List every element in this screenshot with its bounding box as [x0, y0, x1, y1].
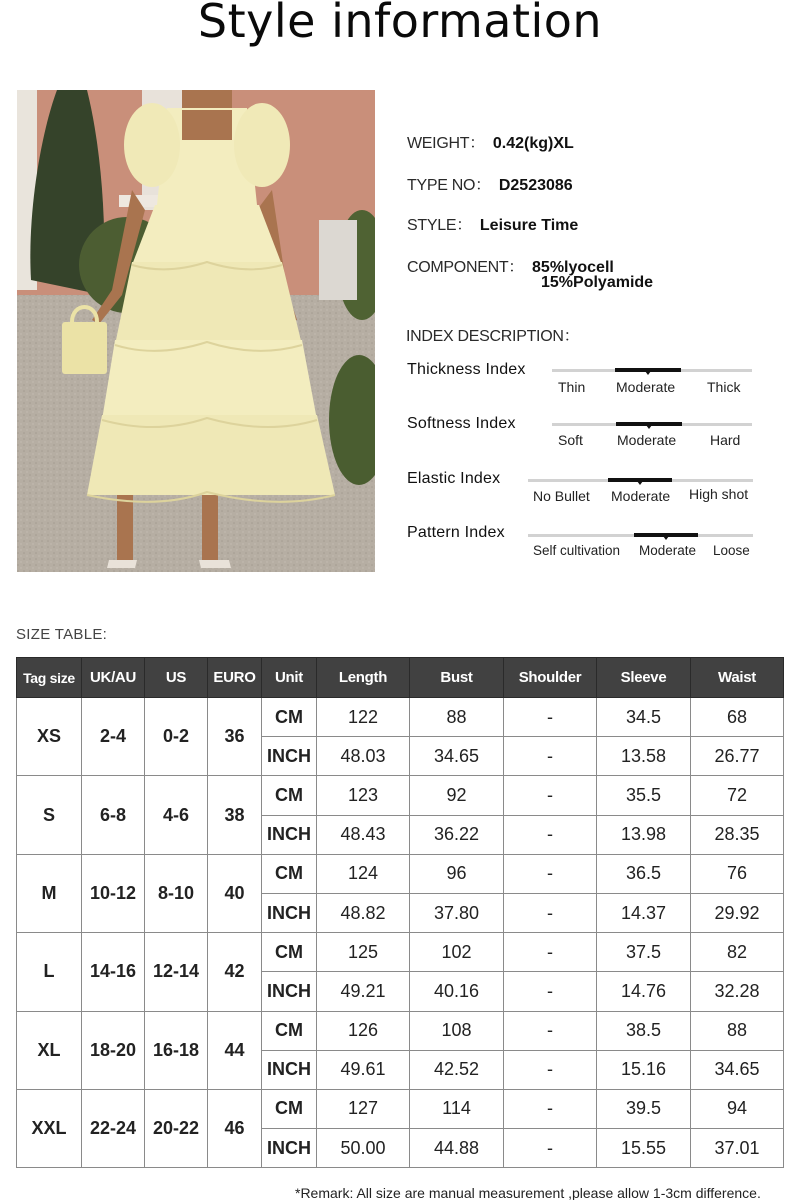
tag-size: L	[17, 933, 82, 1011]
softness-opt-moderate: Moderate	[617, 432, 677, 448]
unit-cell: CM	[262, 776, 317, 815]
euro-size: 38	[208, 776, 262, 854]
shoulder-cell: -	[504, 737, 597, 776]
sleeve-cell: 14.76	[597, 972, 691, 1011]
shoulder-cell: -	[504, 1050, 597, 1089]
shoulder-cell: -	[504, 893, 597, 932]
shoulder-cell: -	[504, 972, 597, 1011]
weight-value: 0.42(kg)XL	[492, 135, 574, 152]
elastic-opt-no-bullet: No Bullet	[533, 488, 590, 504]
waist-cell: 72	[691, 776, 784, 815]
table-header-row	[17, 658, 784, 698]
length-cell: 50.00	[317, 1129, 410, 1168]
length-cell: 125	[317, 933, 410, 972]
euro-size: 46	[208, 1089, 262, 1167]
bust-cell: 102	[410, 933, 504, 972]
header-tag-size: Tag size	[17, 658, 82, 698]
size-table	[16, 657, 784, 1168]
waist-cell: 37.01	[691, 1129, 784, 1168]
uk-size: 18-20	[82, 1011, 145, 1089]
sleeve-cell: 13.98	[597, 815, 691, 854]
unit-cell: INCH	[262, 972, 317, 1011]
sleeve-cell: 36.5	[597, 854, 691, 893]
waist-cell: 68	[691, 698, 784, 737]
unit-cell: INCH	[262, 737, 317, 776]
header-shoulder: Shoulder	[504, 658, 597, 698]
header-uk-au: UK/AU	[82, 658, 145, 698]
length-cell: 122	[317, 698, 410, 737]
thickness-opt-thin: Thin	[558, 379, 586, 395]
uk-size: 14-16	[82, 933, 145, 1011]
elastic-index-label: Elastic Index	[407, 470, 501, 487]
shoulder-cell: -	[504, 776, 597, 815]
product-photo	[17, 90, 375, 572]
header-us: US	[145, 658, 208, 698]
shoulder-cell: -	[504, 1011, 597, 1050]
pattern-index-label: Pattern Index	[407, 524, 505, 541]
header-sleeve: Sleeve	[597, 658, 691, 698]
waist-cell: 76	[691, 854, 784, 893]
tag-size: XL	[17, 1011, 82, 1089]
shoulder-cell: -	[504, 933, 597, 972]
euro-size: 44	[208, 1011, 262, 1089]
sleeve-cell: 14.37	[597, 893, 691, 932]
unit-cell: INCH	[262, 1129, 317, 1168]
bust-cell: 96	[410, 854, 504, 893]
waist-cell: 29.92	[691, 893, 784, 932]
header-euro: EURO	[208, 658, 262, 698]
style-value: Leisure Time	[479, 217, 579, 234]
uk-size: 10-12	[82, 854, 145, 932]
waist-cell: 34.65	[691, 1050, 784, 1089]
bust-cell: 108	[410, 1011, 504, 1050]
type-no-row	[407, 172, 573, 195]
sleeve-cell: 34.5	[597, 698, 691, 737]
us-size: 4-6	[145, 776, 208, 854]
unit-cell: INCH	[262, 893, 317, 932]
us-size: 16-18	[145, 1011, 208, 1089]
component-label: COMPONENT：	[407, 259, 525, 276]
sleeve-cell: 15.16	[597, 1050, 691, 1089]
length-cell: 124	[317, 854, 410, 893]
sleeve-cell: 35.5	[597, 776, 691, 815]
bust-cell: 37.80	[410, 893, 504, 932]
table-row	[17, 1011, 784, 1050]
softness-opt-soft: Soft	[558, 432, 583, 448]
dress-model-image	[17, 90, 375, 572]
waist-cell: 88	[691, 1011, 784, 1050]
table-row	[17, 1089, 784, 1128]
softness-index-marker	[616, 422, 682, 426]
shoulder-cell: -	[504, 854, 597, 893]
elastic-index-marker	[608, 478, 672, 482]
weight-label: WEIGHT：	[407, 135, 485, 152]
us-size: 20-22	[145, 1089, 208, 1167]
unit-cell: CM	[262, 1089, 317, 1128]
bust-cell: 92	[410, 776, 504, 815]
shoulder-cell: -	[504, 698, 597, 737]
bust-cell: 114	[410, 1089, 504, 1128]
shoulder-cell: -	[504, 815, 597, 854]
bust-cell: 44.88	[410, 1129, 504, 1168]
elastic-opt-moderate: Moderate	[611, 488, 671, 504]
header-unit: Unit	[262, 658, 317, 698]
thickness-opt-thick: Thick	[707, 379, 741, 395]
type-no-value: D2523086	[498, 177, 573, 194]
unit-cell: INCH	[262, 815, 317, 854]
unit-cell: CM	[262, 854, 317, 893]
pattern-opt-self-cultivation: Self cultivation	[533, 543, 621, 558]
uk-size: 2-4	[82, 698, 145, 776]
tag-size: M	[17, 854, 82, 932]
sleeve-cell: 38.5	[597, 1011, 691, 1050]
thickness-opt-moderate: Moderate	[616, 379, 676, 395]
softness-opt-hard: Hard	[710, 432, 741, 448]
tag-size: XXL	[17, 1089, 82, 1167]
shoulder-cell: -	[504, 1129, 597, 1168]
shoulder-cell: -	[504, 1089, 597, 1128]
length-cell: 48.43	[317, 815, 410, 854]
length-cell: 49.21	[317, 972, 410, 1011]
waist-cell: 28.35	[691, 815, 784, 854]
unit-cell: INCH	[262, 1050, 317, 1089]
sleeve-cell: 15.55	[597, 1129, 691, 1168]
pattern-opt-loose: Loose	[713, 543, 750, 558]
us-size: 0-2	[145, 698, 208, 776]
table-row	[17, 776, 784, 815]
pattern-index-marker	[634, 533, 698, 537]
tag-size: XS	[17, 698, 82, 776]
unit-cell: CM	[262, 1011, 317, 1050]
component-value-2: 15%Polyamide	[541, 274, 654, 291]
unit-cell: CM	[262, 933, 317, 972]
sleeve-cell: 39.5	[597, 1089, 691, 1128]
waist-cell: 32.28	[691, 972, 784, 1011]
style-label: STYLE：	[407, 217, 472, 234]
pattern-opt-moderate: Moderate	[639, 543, 697, 558]
table-row	[17, 933, 784, 972]
thickness-index-label: Thickness Index	[407, 361, 526, 378]
header-waist: Waist	[691, 658, 784, 698]
length-cell: 48.03	[317, 737, 410, 776]
bust-cell: 40.16	[410, 972, 504, 1011]
header-length: Length	[317, 658, 410, 698]
uk-size: 6-8	[82, 776, 145, 854]
waist-cell: 82	[691, 933, 784, 972]
euro-size: 42	[208, 933, 262, 1011]
us-size: 12-14	[145, 933, 208, 1011]
bust-cell: 34.65	[410, 737, 504, 776]
sleeve-cell: 37.5	[597, 933, 691, 972]
page-title: Style information	[197, 0, 603, 48]
header-bust: Bust	[410, 658, 504, 698]
bust-cell: 88	[410, 698, 504, 737]
length-cell: 123	[317, 776, 410, 815]
uk-size: 22-24	[82, 1089, 145, 1167]
waist-cell: 94	[691, 1089, 784, 1128]
remark-note: *Remark: All size are manual measurement ,please allow 1-3cm difference.	[295, 1185, 761, 1200]
index-description-heading: INDEX DESCRIPTION：	[406, 328, 580, 345]
style-row	[407, 212, 578, 235]
us-size: 8-10	[145, 854, 208, 932]
table-row	[17, 854, 784, 893]
sleeve-cell: 13.58	[597, 737, 691, 776]
bust-cell: 42.52	[410, 1050, 504, 1089]
thickness-index-marker	[615, 368, 681, 372]
component-value-1: 85%lyocell	[532, 259, 614, 276]
euro-size: 36	[208, 698, 262, 776]
tag-size: S	[17, 776, 82, 854]
unit-cell: CM	[262, 698, 317, 737]
softness-index-label: Softness Index	[407, 415, 516, 432]
waist-cell: 26.77	[691, 737, 784, 776]
length-cell: 49.61	[317, 1050, 410, 1089]
length-cell: 127	[317, 1089, 410, 1128]
euro-size: 40	[208, 854, 262, 932]
weight-row	[407, 130, 574, 153]
table-row	[17, 698, 784, 737]
length-cell: 126	[317, 1011, 410, 1050]
type-no-label: TYPE NO：	[407, 177, 491, 194]
length-cell: 48.82	[317, 893, 410, 932]
elastic-opt-high-shot: High shot	[689, 486, 749, 502]
size-table-label: SIZE TABLE:	[16, 626, 108, 643]
bust-cell: 36.22	[410, 815, 504, 854]
